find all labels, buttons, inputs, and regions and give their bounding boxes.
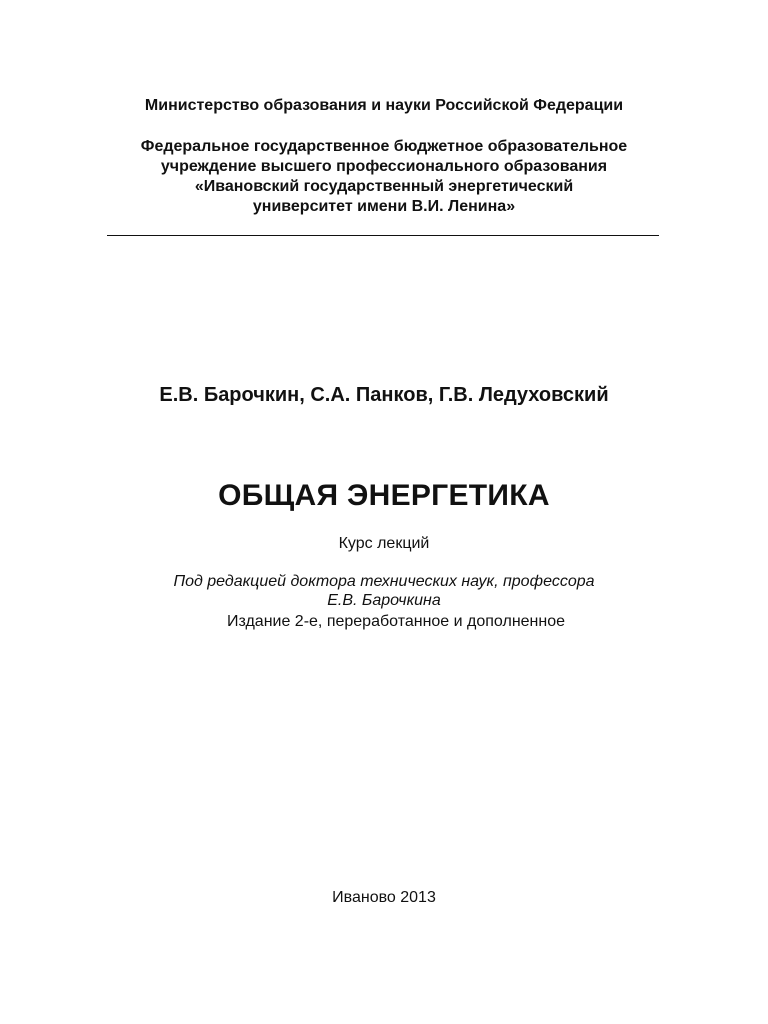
book-subtitle: Курс лекций: [338, 535, 430, 552]
edition-info: Издание 2-е, переработанное и дополненное: [226, 613, 566, 630]
editor-credit: [0, 572, 768, 610]
institution-line: университет имени В.И. Ленина»: [252, 198, 516, 215]
header-divider: [107, 235, 659, 236]
book-title: ОБЩАЯ ЭНЕРГЕТИКА: [218, 479, 550, 512]
editor-line: Под редакцией доктора технических наук, профессора: [173, 573, 595, 590]
institution-name: [0, 137, 768, 217]
institution-line: «Ивановский государственный энергетический: [194, 178, 574, 195]
institution-line: учреждение высшего профессионального образования: [160, 158, 608, 175]
authors: Е.В. Барочкин, С.А. Панков, Г.В. Ледуховский: [159, 384, 609, 406]
institution-line: Федеральное государственное бюджетное образовательное: [140, 138, 628, 155]
editor-line: Е.В. Барочкина: [327, 592, 441, 609]
city-year: Иваново 2013: [332, 889, 436, 906]
ministry-name: Министерство образования и науки Российской Федерации: [144, 97, 624, 114]
